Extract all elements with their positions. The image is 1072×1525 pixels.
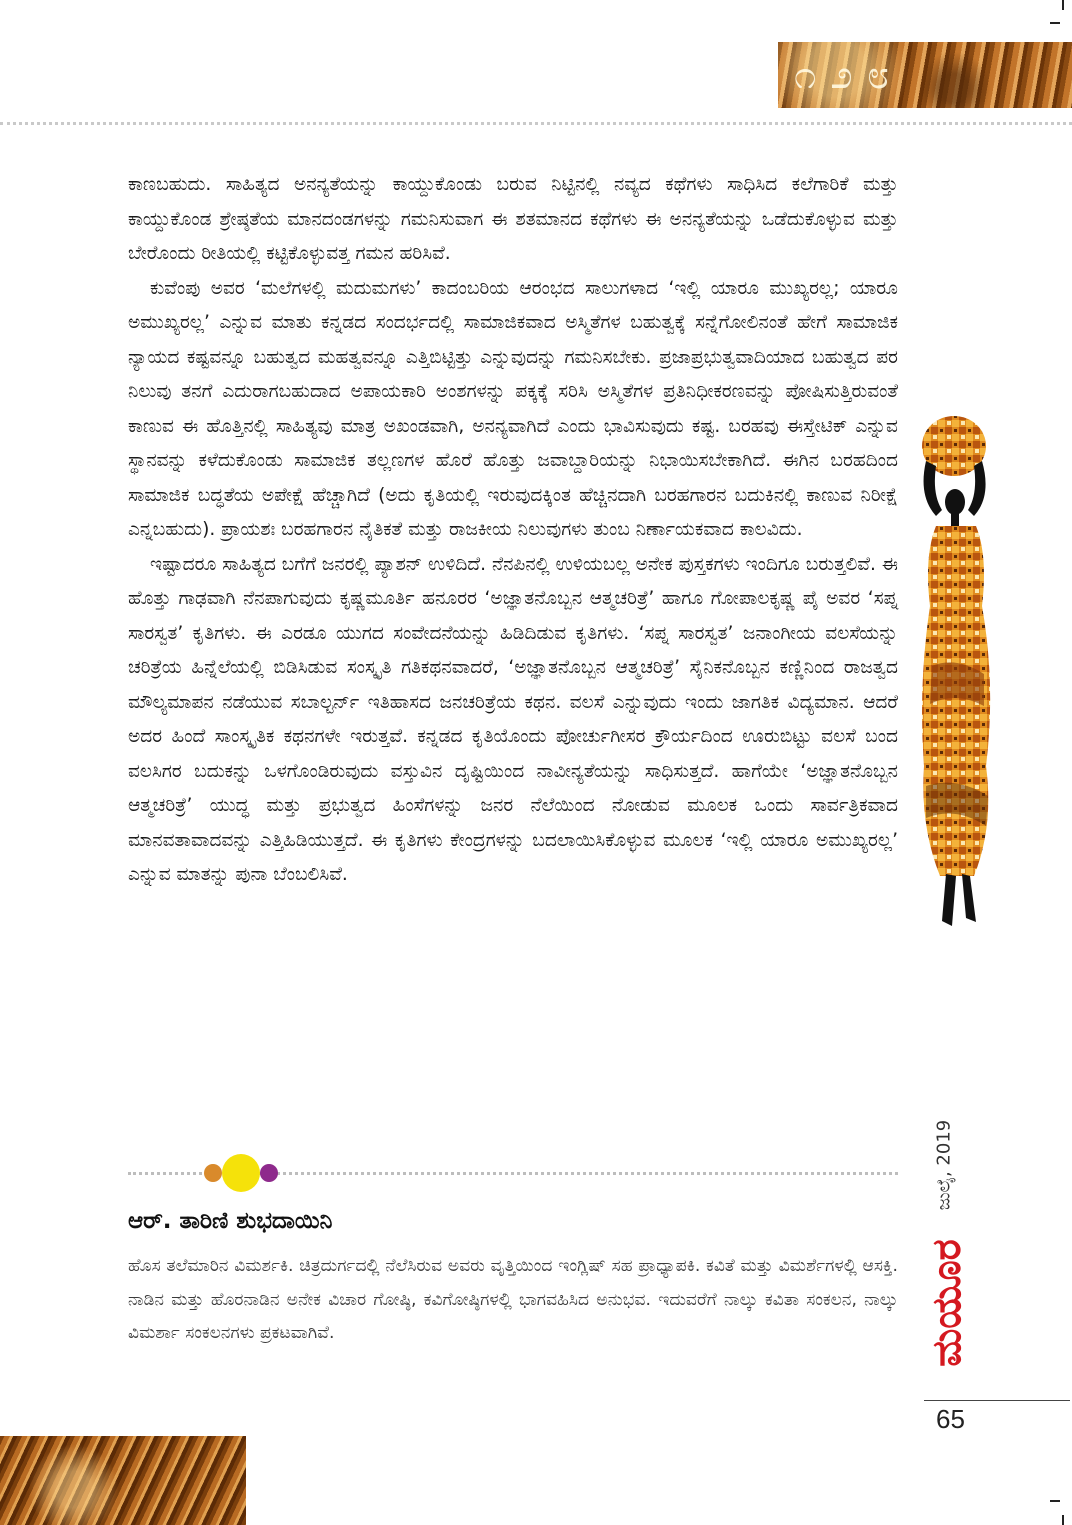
author-bio: ಹೊಸ ತಲೆಮಾರಿನ ವಿಮರ್ಶಕಿ. ಚಿತ್ರದುರ್ಗದಲ್ಲಿ ನೆಲೆಸಿರುವ ಅವರು ವೃತ್ತಿಯಿಂದ ಇಂಗ್ಲಿಷ್ ಸಹ ಪ್ರಾಧ್ಯಾಪಕಿ. ಕವಿತೆ ಮತ್ತು ವಿಮರ್ಶೆಗಳಲ್ಲಿ ಆಸಕ್ತಿ. ನಾಡಿನ ಮತ್ತು ಹೊರನಾಡಿನ ಅನೇಕ ವಿಚಾರ ಗೋಷ್ಠಿ, ಕವಿಗೋಷ್ಠಿಗಳಲ್ಲಿ ಭಾಗವಹಿಸಿದ ಅನುಭವ. ಇದುವರೆಗೆ ನಾಲ್ಕು ಕವಿತಾ ಸಂಕಲನ, ನಾಲ್ಕು ವಿಮರ್ಶಾ ಸಂಕಲನಗಳು ಪ್ರಕಟವಾಗಿವೆ.: [128, 1256, 898, 1343]
footer-texture-image: [0, 1436, 246, 1525]
article-body: [128, 168, 898, 893]
header-dotted-rule: [0, 122, 1072, 125]
article-paragraph-3: ಇಷ್ಟಾದರೂ ಸಾಹಿತ್ಯದ ಬಗೆಗೆ ಜನರಲ್ಲಿ ಪ್ಯಾಶನ್ ಉಳಿದಿದೆ. ನೆನಪಿನಲ್ಲಿ ಉಳಿಯಬಲ್ಲ ಅನೇಕ ಪುಸ್ತಕಗಳು ಇಂದಿಗೂ ಬರುತ್ತಲಿವೆ. ಈ ಹೊತ್ತು ಗಾಢವಾಗಿ ನೆನಪಾಗುವುದು ಕೃಷ್ಣಮೂರ್ತಿ ಹನೂರರ ‘ಅಜ್ಞಾತನೊಬ್ಬನ ಆತ್ಮಚರಿತ್ರೆ’ ಹಾಗೂ ಗೋಪಾಲಕೃಷ್ಣ ಪೈ ಅವರ ‘ಸಪ್ನ ಸಾರಸ್ವತ’ ಕೃತಿಗಳು. ಈ ಎರಡೂ ಯುಗದ ಸಂವೇದನೆಯನ್ನು ಹಿಡಿದಿಡುವ ಕೃತಿಗಳು. ‘ಸಪ್ನ ಸಾರಸ್ವತ’ ಜನಾಂಗೀಯ ವಲಸೆಯನ್ನು ಚರಿತ್ರೆಯ ಹಿನ್ನೆಲೆಯಲ್ಲಿ ಬಿಡಿಸಿಡುವ ಸಂಸ್ಕೃತಿ ಗತಿಕಥನವಾದರೆ, ‘ಅಜ್ಞಾತನೊಬ್ಬನ ಆತ್ಮಚರಿತ್ರೆ’ ಸೈನಿಕನೊಬ್ಬನ ಕಣ್ಣಿನಿಂದ ರಾಜತ್ವದ ಮೌಲ್ಯಮಾಪನ ನಡೆಯುವ ಸಬಾಲ್ಟರ್ನ್ ಇತಿಹಾಸದ ಜನಚರಿತ್ರೆಯ ಕಥನ. ವಲಸೆ ಎನ್ನುವುದು ಇಂದು ಜಾಗತಿಕ ವಿದ್ಯಮಾನ. ಆದರೆ ಅದರ ಹಿಂದೆ ಸಾಂಸ್ಕೃತಿಕ ಕಥನಗಳೇ ಇರುತ್ತವೆ. ಕನ್ನಡದ ಕೃತಿಯೊಂದು ಪೋರ್ಚುಗೀಸರ ಕ್ರೌರ್ಯದಿಂದ ಊರುಬಿಟ್ಟು ವಲಸೆ ಬಂದ ವಲಸಿಗರ ಬದುಕನ್ನು ಒಳಗೊಂಡಿರುವುದು ವಸ್ತುವಿನ ದೃಷ್ಟಿಯಿಂದ ನಾವೀನ್ಯತೆಯನ್ನು ಸಾಧಿಸುತ್ತದೆ. ಹಾಗೆಯೇ ‘ಅಜ್ಞಾತನೊಬ್ಬನ ಆತ್ಮಚರಿತ್ರೆ’ ಯುದ್ಧ ಮತ್ತು ಪ್ರಭುತ್ವದ ಹಿಂಸೆಗಳನ್ನು ಜನರ ನೆಲೆಯಿಂದ ನೋಡುವ ಮೂಲಕ ಒಂದು ಸಾರ್ವತ್ರಿಕವಾದ ಮಾನವತಾವಾದವನ್ನು ಎತ್ತಿಹಿಡಿಯುತ್ತದೆ. ಈ ಕೃತಿಗಳು ಕೇಂದ್ರಗಳನ್ನು ಬದಲಾಯಿಸಿಕೊಳ್ಳುವ ಮೂಲಕ ‘ಇಲ್ಲಿ ಯಾರೂ ಅಮುಖ್ಯರಲ್ಲ’ ಎನ್ನುವ ಮಾತನ್ನು ಪುನಾ ಬೆಂಬಲಿಸಿವೆ.: [128, 553, 898, 885]
woman-with-pot-illustration: [896, 406, 1016, 936]
author-name: ಆರ್. ತಾರಿಣಿ ಶುಭದಾಯಿನಿ: [128, 1208, 333, 1234]
header-banner: [778, 42, 1072, 108]
header-banner-glyphs: ೧೨೮: [794, 52, 904, 98]
crop-mark-bottom-right: [1062, 1515, 1064, 1525]
separator-dot-orange: [204, 1164, 222, 1182]
crop-mark-top-right: [1062, 0, 1064, 10]
head-shape: [945, 489, 965, 515]
issue-date: [924, 1110, 964, 1220]
feet-shape: [942, 874, 976, 926]
article-paragraph-2: ಕುವೆಂಪು ಅವರ ‘ಮಲೆಗಳಲ್ಲಿ ಮದುಮಗಳು’ ಕಾದಂಬರಿಯ ಆರಂಭದ ಸಾಲುಗಳಾದ ‘ಇಲ್ಲಿ ಯಾರೂ ಮುಖ್ಯರಲ್ಲ; ಯಾರೂ ಅಮುಖ್ಯರಲ್ಲ’ ಎನ್ನುವ ಮಾತು ಕನ್ನಡದ ಸಂದರ್ಭದಲ್ಲಿ ಸಾಮಾಜಿಕವಾದ ಅಸ್ಮಿತೆಗಳ ಬಹುತ್ವಕ್ಕೆ ಸನ್ನೆಗೋಲಿನಂತೆ ಹೇಗೆ ಸಾಮಾಜಿಕ ನ್ಯಾಯದ ಕಷ್ಟವನ್ನೂ ಬಹುತ್ವದ ಮಹತ್ವವನ್ನೂ ಎತ್ತಿಬಿಟ್ಟಿತ್ತು ಎನ್ನುವುದನ್ನು ಗಮನಿಸಬೇಕು. ಪ್ರಜಾಪ್ರಭುತ್ವವಾದಿಯಾದ ಬಹುತ್ವದ ಪರ ನಿಲುವು ತನಗೆ ಎದುರಾಗಬಹುದಾದ ಅಪಾಯಕಾರಿ ಅಂಶಗಳನ್ನು ಪಕ್ಕಕ್ಕೆ ಸರಿಸಿ ಅಸ್ಮಿತೆಗಳ ಪ್ರತಿನಿಧೀಕರಣವನ್ನು ಪೋಷಿಸುತ್ತಿರುವಂತೆ ಕಾಣುವ ಈ ಹೊತ್ತಿನಲ್ಲಿ ಸಾಹಿತ್ಯವು ಮಾತ್ರ ಅಖಂಡವಾಗಿ, ಅನನ್ಯವಾಗಿದೆ ಎಂದು ಭಾವಿಸುವುದು ಕಷ್ಟ. ಬರಹವು ಈಸ್ತೇಟಿಕ್ ಎನ್ನುವ ಸ್ಥಾನವನ್ನು ಕಳೆದುಕೊಂಡು ಸಾಮಾಜಿಕ ತಲ್ಲಣಗಳ ಹೊರೆ ಹೊತ್ತು ಜವಾಬ್ದಾರಿಯನ್ನು ನಿಭಾಯಿಸಬೇಕಾಗಿದೆ. ಈಗಿನ ಬರಹದಿಂದ ಸಾಮಾಜಿಕ ಬದ್ಧತೆಯ ಅಪೇಕ್ಷೆ ಹೆಚ್ಚಾಗಿದೆ (ಅದು ಕೃತಿಯಲ್ಲಿ ಇರುವುದಕ್ಕಿಂತ ಹೆಚ್ಚಿನದಾಗಿ ಬರಹಗಾರನ ಬದುಕಿನಲ್ಲಿ ಕಾಣುವ ನಿರೀಕ್ಷೆ ಎನ್ನಬಹುದು). ಪ್ರಾಯಶಃ ಬರಹಗಾರನ ನೈತಿಕತೆ ಮತ್ತು ರಾಜಕೀಯ ನಿಲುವುಗಳು ತುಂಬ ನಿರ್ಣಾಯಕವಾದ ಕಾಲವಿದು.: [128, 277, 898, 540]
issue-date-text: ಜುಲೈ, 2019: [933, 1119, 955, 1211]
page-number: 65: [936, 1404, 965, 1434]
page-number-rule: [924, 1400, 1070, 1401]
crop-mark-bottom-right-h: [1050, 1500, 1060, 1502]
magazine-name: [924, 1228, 970, 1378]
magazine-name-text: ಮಯೂರ: [924, 1239, 970, 1367]
separator-dot-purple: [260, 1164, 278, 1182]
crop-mark-top-right-h: [1050, 22, 1060, 24]
article-paragraph-1: ಕಾಣಬಹುದು. ಸಾಹಿತ್ಯದ ಅನನ್ಯತೆಯನ್ನು ಕಾಯ್ದುಕೊಂಡು ಬರುವ ನಿಟ್ಟಿನಲ್ಲಿ ನವ್ಯದ ಕಥೆಗಳು ಸಾಧಿಸಿದ ಕಲೆಗಾರಿಕೆ ಮತ್ತು ಕಾಯ್ದುಕೊಂಡ ಶ್ರೇಷ್ಠತೆಯ ಮಾನದಂಡಗಳನ್ನು ಗಮನಿಸುವಾಗ ಈ ಶತಮಾನದ ಕಥೆಗಳು ಈ ಅನನ್ಯತೆಯನ್ನು ಒಡೆದುಕೊಳ್ಳುವ ಮತ್ತು ಬೇರೊಂದು ರೀತಿಯಲ್ಲಿ ಕಟ್ಟಿಕೊಳ್ಳುವತ್ತ ಗಮನ ಹರಿಸಿವೆ.: [128, 174, 898, 264]
section-separator: [128, 1152, 898, 1192]
separator-dot-yellow: [222, 1154, 260, 1192]
neck-shape: [951, 512, 959, 526]
